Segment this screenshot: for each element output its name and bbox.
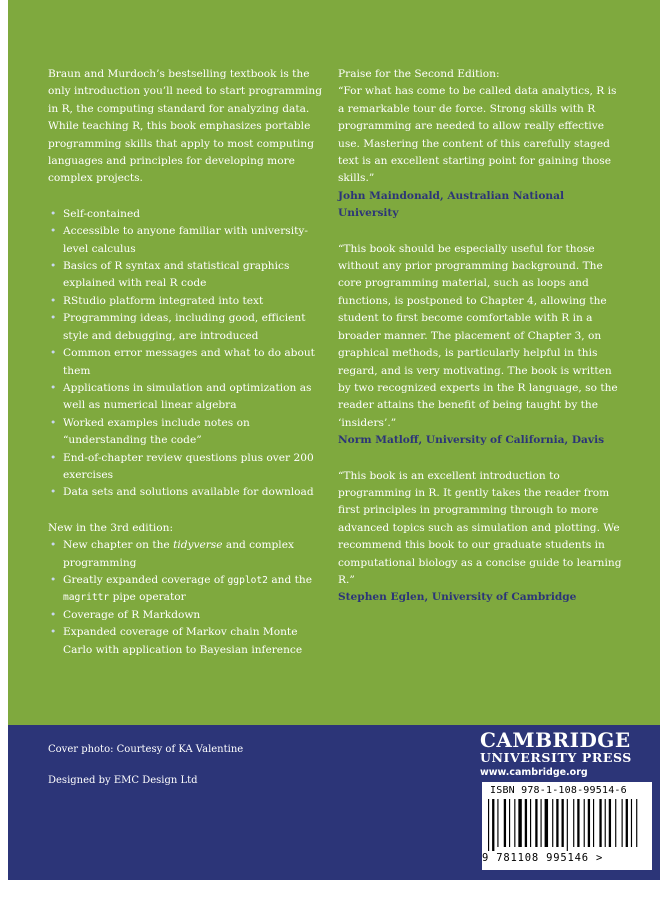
design-credit: Designed by EMC Design Ltd bbox=[48, 775, 198, 786]
barcode-bar bbox=[615, 799, 616, 847]
publisher-url: www.cambridge.org bbox=[480, 767, 588, 778]
bullet-icon: • bbox=[50, 486, 57, 499]
praise-heading: Praise for the Second Edition: bbox=[338, 68, 500, 80]
barcode-bar bbox=[562, 799, 564, 847]
barcode-bar bbox=[573, 799, 574, 847]
barcode-bar bbox=[609, 799, 611, 847]
barcode-bar bbox=[525, 799, 527, 847]
barcode-icon bbox=[486, 799, 644, 851]
quote-text: “This book should be especially useful for those without any prior programming background. The core programming material, such as loops and functions, is postponed to Chapter 4, allowing the student to first become comfortable with R in a broader manner. The placement of Chapter 3, on graphical methods, is particularly helpful in this regard, and is very motivating. The book is written by two recognized experts in the R language, so the reader attains the benefit of being taught by the ‘insiders’.” bbox=[338, 242, 618, 429]
barcode-bar bbox=[509, 799, 510, 847]
bullet-icon: • bbox=[50, 416, 57, 429]
bullet-icon: • bbox=[50, 381, 57, 394]
barcode-digits: 9 781108 995146 > bbox=[482, 852, 604, 864]
barcode-bar bbox=[622, 799, 623, 847]
barcode-bar bbox=[530, 799, 531, 847]
list-item: • Self-contained bbox=[48, 206, 330, 223]
left-column bbox=[48, 66, 330, 659]
new-edition-heading: New in the 3rd edition: bbox=[48, 521, 174, 534]
bullet-icon: • bbox=[50, 207, 57, 220]
cover-photo-credit: Cover photo: Courtesy of KA Valentine bbox=[48, 744, 244, 755]
bullet-icon: • bbox=[50, 312, 57, 325]
quote-text: “For what has come to be called data analytics, R is a remarkable tour de force. Strong skills with R programming are needed to allow really effective use. Mastering the content of this carefully staged text is an excellent starting point for gaining those skills.” bbox=[338, 85, 617, 185]
right-column bbox=[338, 66, 622, 607]
barcode-bar bbox=[631, 799, 632, 847]
list-item: • Accessible to anyone familiar with university-level calculus bbox=[50, 225, 308, 255]
barcode-bar bbox=[488, 799, 489, 851]
intro-paragraph: Braun and Murdoch’s bestselling textbook is the only introduction you’ll need to start programming in R, the computing standard for analyzing data. While teaching R, this book emphasizes portable programming skills that apply to most computing languages and principles for developing more complex projects. bbox=[48, 68, 322, 185]
barcode-bar bbox=[497, 799, 498, 847]
quote-attribution: John Maindonald, Australian National University bbox=[338, 189, 564, 220]
code-ggplot2: ggplot2 bbox=[227, 574, 268, 586]
list-item: • Expanded coverage of Markov chain Monte Carlo with application to Bayesian inference bbox=[50, 626, 303, 656]
code-magrittr: magrittr bbox=[63, 592, 110, 604]
barcode-bar bbox=[518, 799, 521, 847]
barcode-bar bbox=[577, 799, 579, 847]
barcode-bar bbox=[514, 799, 515, 847]
list-item: • New chapter on the tidyverse and complex programming bbox=[50, 539, 294, 569]
publisher-logo bbox=[480, 729, 660, 781]
new-edition-list bbox=[48, 537, 330, 659]
barcode-bar bbox=[593, 799, 594, 847]
barcode-bar bbox=[552, 799, 553, 847]
bullet-icon: • bbox=[50, 626, 57, 639]
bullet-icon: • bbox=[50, 347, 57, 360]
bullet-icon: • bbox=[50, 573, 57, 586]
publisher-name: CAMBRIDGE bbox=[480, 728, 631, 752]
barcode-bar bbox=[535, 799, 537, 847]
bullet-icon: • bbox=[50, 225, 57, 238]
list-item: • Coverage of R Markdown bbox=[48, 607, 330, 624]
list-item: • Basics of R syntax and statistical graphics explained with real R code bbox=[50, 260, 290, 290]
barcode-panel bbox=[482, 782, 652, 870]
barcode-bar bbox=[567, 799, 568, 851]
list-item: • End-of-chapter review questions plus over 200 exercises bbox=[50, 451, 314, 481]
barcode-bar bbox=[556, 799, 558, 847]
bullet-icon: • bbox=[50, 451, 57, 464]
barcode-bar bbox=[504, 799, 506, 847]
bullet-icon: • bbox=[50, 260, 57, 273]
barcode-bar bbox=[636, 799, 637, 847]
list-item: • RStudio platform integrated into text bbox=[48, 293, 330, 310]
list-item: • Common error messages and what to do about them bbox=[50, 347, 315, 377]
barcode-bar bbox=[545, 799, 548, 847]
list-item: • Worked examples include notes on “understanding the code” bbox=[50, 416, 250, 447]
isbn-label: ISBN 978-1-108-99514-6 bbox=[490, 785, 627, 796]
bullet-icon: • bbox=[50, 294, 57, 307]
publisher-subtitle: UNIVERSITY PRESS bbox=[480, 750, 632, 765]
list-item: • Data sets and solutions available for download bbox=[48, 484, 330, 501]
barcode-bar bbox=[492, 799, 494, 851]
feature-list bbox=[48, 206, 330, 502]
quote-attribution: Norm Matloff, University of California, Davis bbox=[338, 434, 605, 447]
list-item: • Greatly expanded coverage of ggplot2 and the magrittr pipe operator bbox=[50, 573, 312, 604]
bullet-icon: • bbox=[50, 608, 57, 621]
barcode-bar bbox=[588, 799, 590, 847]
barcode-bar bbox=[584, 799, 585, 847]
green-panel bbox=[8, 0, 660, 725]
bullet-icon: • bbox=[50, 539, 57, 552]
barcode-bar bbox=[541, 799, 542, 847]
barcode-bar bbox=[626, 799, 628, 847]
quote-text: “This book is an excellent introduction to programming in R. It gently takes the reader from first principles in programming through to more advanced topics such as simulation and plotting. We recommend this book to our graduate students in computational biology as a concise guide to learning R.” bbox=[338, 469, 622, 586]
list-item: • Programming ideas, including good, efficient style and debugging, are introduced bbox=[50, 312, 306, 342]
barcode-bar bbox=[599, 799, 601, 847]
list-item: • Applications in simulation and optimization as well as numerical linear algebra bbox=[50, 381, 312, 412]
quote-attribution: Stephen Eglen, University of Cambridge bbox=[338, 591, 577, 604]
back-cover bbox=[8, 0, 660, 880]
barcode-bar bbox=[605, 799, 606, 847]
